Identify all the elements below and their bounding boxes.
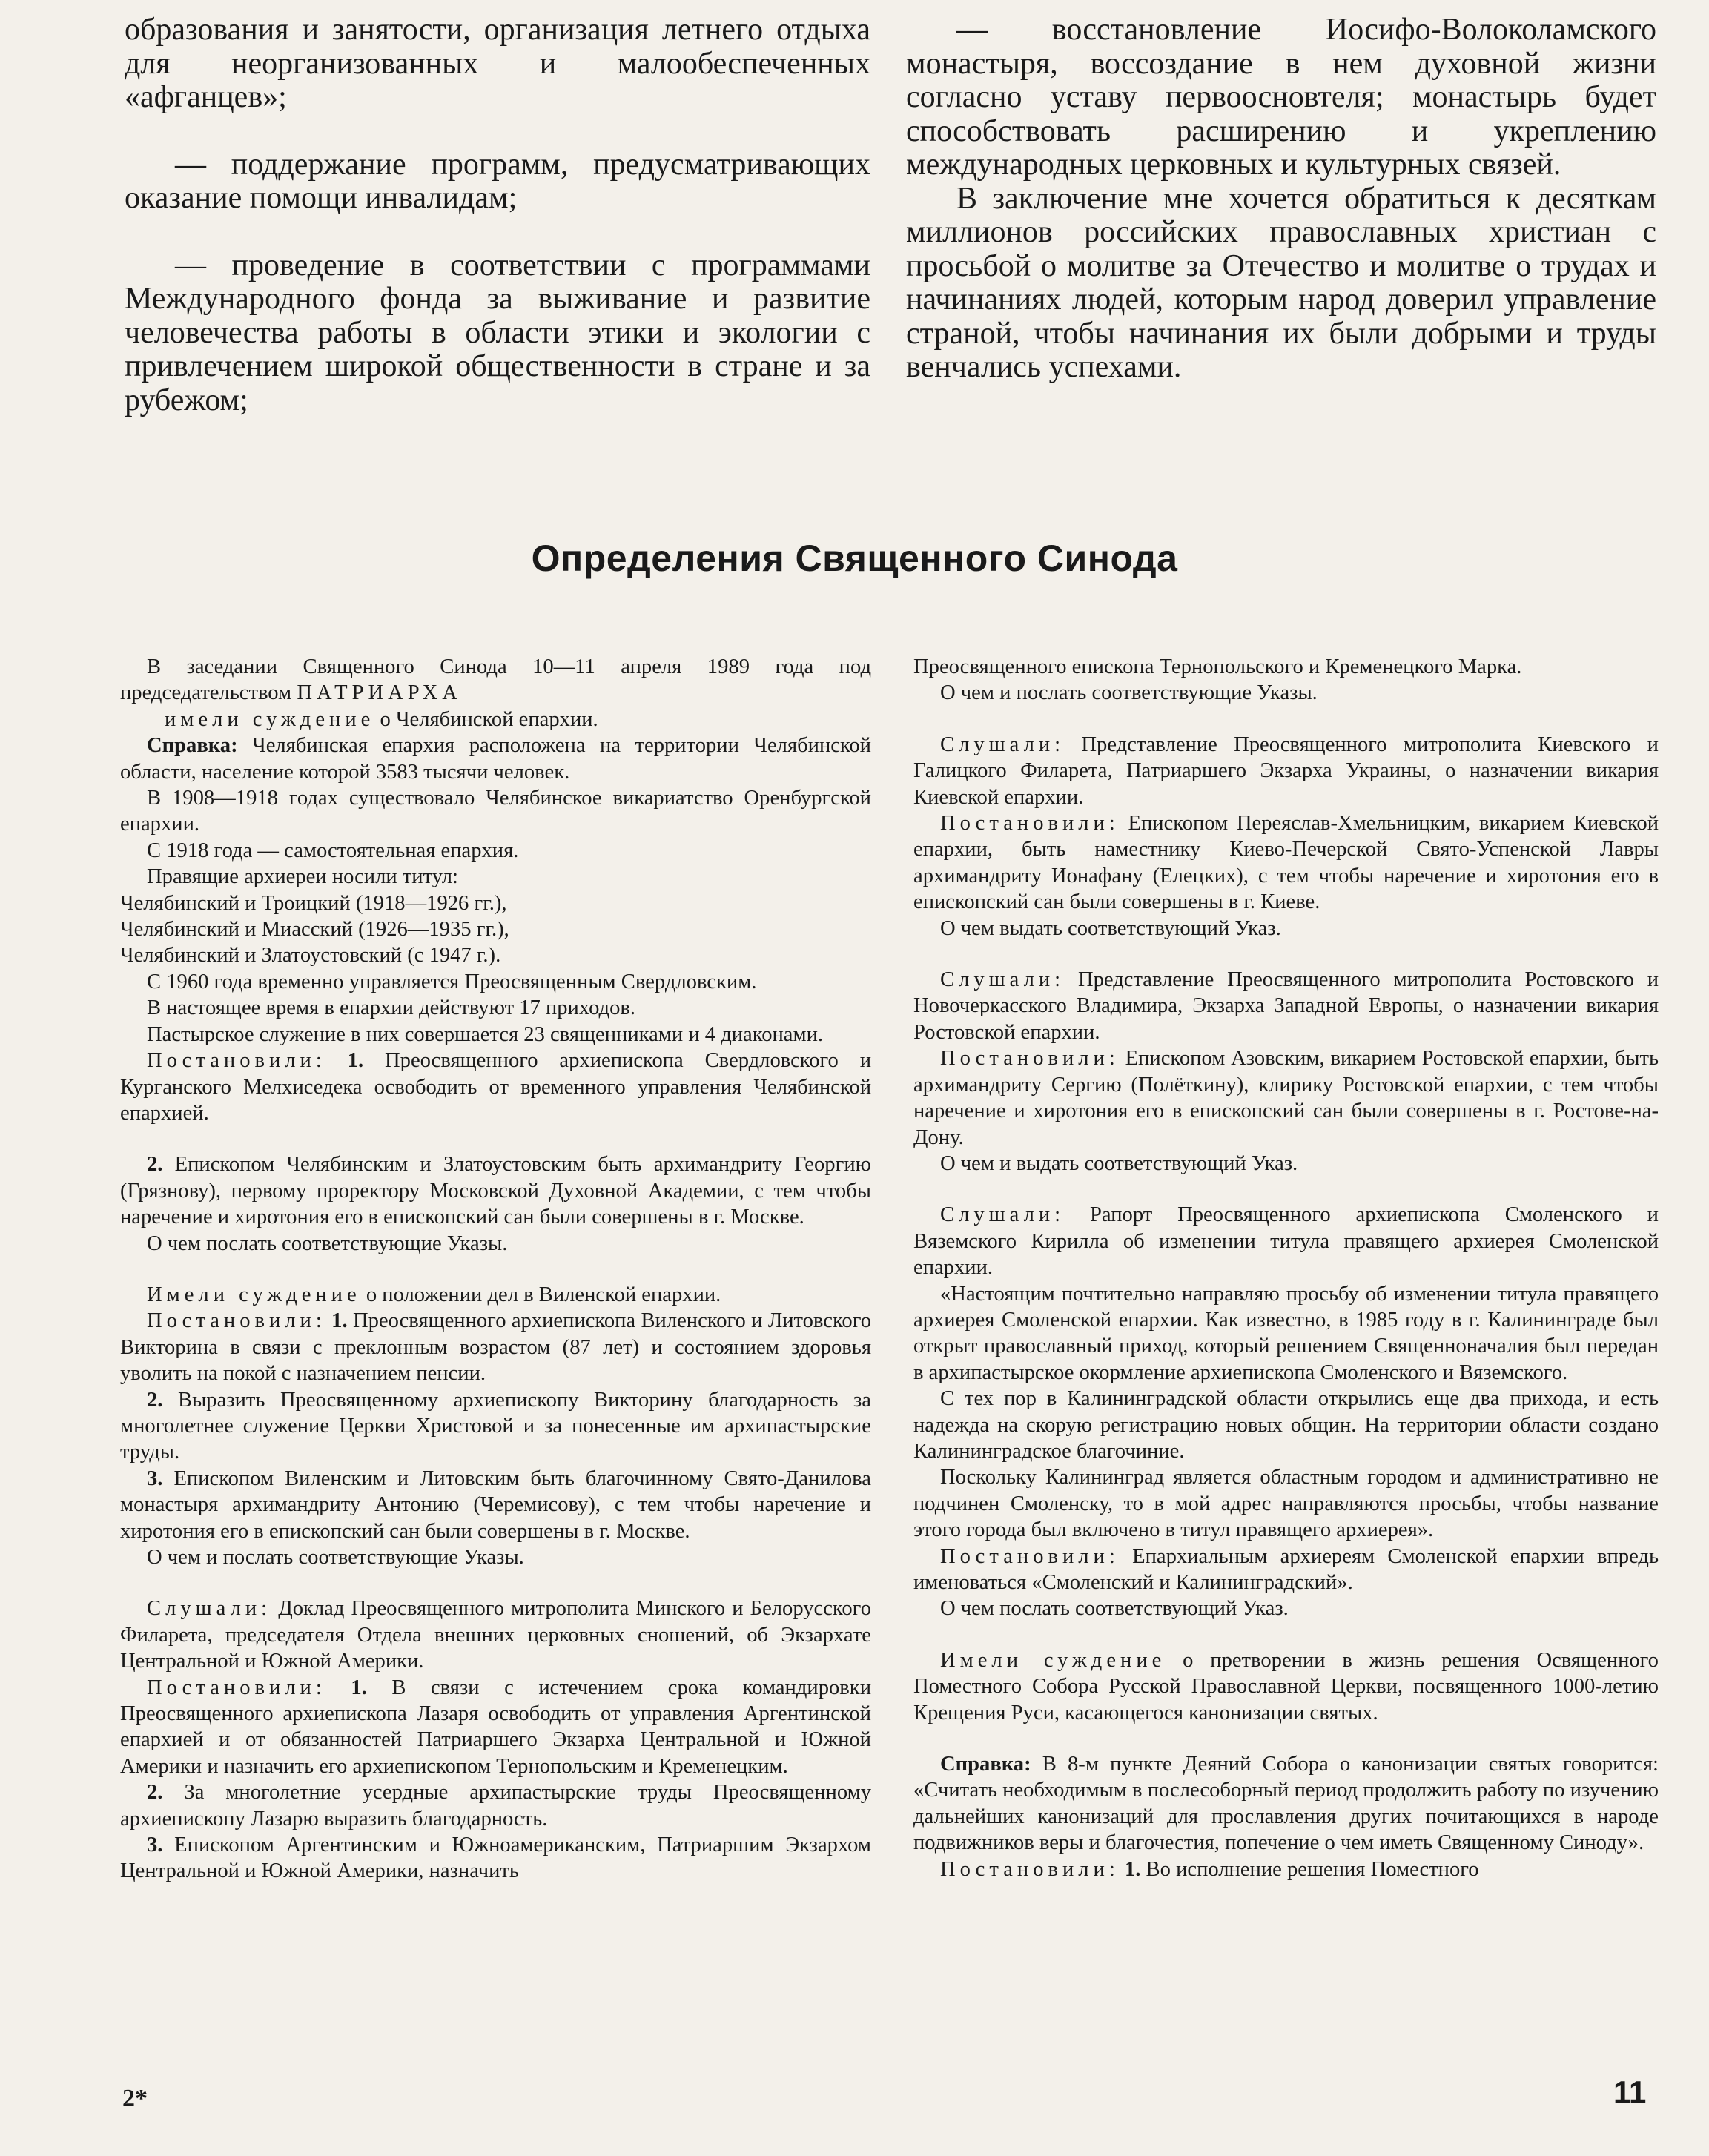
text: о Челябинской епархии. [374, 707, 598, 731]
item-number: 2. [147, 1781, 163, 1805]
paragraph: Правящие архиереи носили титул: [147, 865, 458, 889]
text: Епископом Азовским, викарием Ростовской епархии, быть архимандриту Сергию (Полёткину), клирику Ростовской епархии, с тем чтобы наречение и хиротония его в епископский сан были совершены в г. Ростове-на-Дону. [913, 1047, 1659, 1149]
item-number: 1. [325, 1049, 364, 1073]
text: Выразить Преосвященному архиепископу Викторину благодарность за многолетнее служение Церкви Христовой и за понесенные им архипастырские труды. [120, 1388, 871, 1464]
item-number: 1. [325, 1676, 367, 1699]
top-right-paragraph-2: В заключение мне хочется обратиться к десяткам миллионов российских православных христиан с просьбой о молитве за Отечество и молитве о трудах и начинаниях людей, которым народ доверил управление страной, чтобы начинания их были добрыми и труды венчались успехами. [906, 181, 1656, 384]
paragraph: О чем послать соответствующий Указ. [940, 1597, 1289, 1621]
right-decree-column [913, 654, 1659, 1882]
paragraph: О чем и выдать соответствующий Указ. [940, 1151, 1298, 1175]
page-number: 11 [1613, 2074, 1647, 2109]
paragraph [120, 1466, 871, 1544]
paragraph: Челябинский и Миасский (1926—1935 гг.), [120, 918, 509, 942]
top-right-column [906, 13, 1656, 385]
paragraph: О чем выдать соответствующий Указ. [940, 916, 1281, 940]
text: о положении дел в Виленской епархии. [360, 1283, 721, 1306]
spaced-term: Слушали: [940, 968, 1065, 992]
paragraph [913, 810, 1659, 916]
text: Во исполнение решения Поместного [1140, 1857, 1479, 1881]
paragraph [120, 1387, 871, 1466]
paragraph: В настоящее время в епархии действуют 17 приходов. [147, 996, 636, 1020]
patriarch-spaced: ПАТРИАРХА [297, 681, 462, 705]
paragraph [120, 1308, 871, 1386]
paragraph: С 1960 года временно управляется Преосвященным Свердловским. [147, 970, 757, 993]
paragraph [913, 1856, 1659, 1882]
text: о претворении в жизнь решения Освященного Поместного Собора Русской Православной Церкви, посвященного 1000-летию Крещения Руси, касающегося канонизации святых. [913, 1648, 1659, 1725]
text: В связи с истечением срока командировки Преосвященного архиепископа Лазаря освободить от управления Аргентинской епархией и от обязанностей Патриаршего Экзарха Центральной и Южной Америки и назначить его архиепископом Тернопольским и Кременецким. [120, 1676, 872, 1778]
signature-mark: 2* [122, 2085, 148, 2112]
spaced-term: Слушали: [940, 733, 1065, 756]
item-number: 1. [325, 1309, 348, 1333]
text: Епископом Виленским и Литовским быть благочинному Свято-Данилова монастыря архимандриту Антонию (Черемисову), с тем чтобы наречение и хиротония его в епископский сан были совершены в г. Москве. [120, 1466, 871, 1543]
paragraph: Преосвященного епископа Тернопольского и Кременецкого Марка. [913, 655, 1522, 678]
text: Представление Преосвященного митрополита Ростовского и Новочеркасского Владимира, Экзарха Западной Европы, о назначении викария Ростовской епархии. [913, 968, 1659, 1044]
section-heading: Определения Священного Синода [531, 538, 1178, 579]
bold-term: Справка: [940, 1753, 1031, 1776]
text: Епископом Аргентинским и Южноамериканским, Патриаршим Экзархом Центральной и Южной Америки, назначить [120, 1833, 871, 1883]
spaced-term: Слушали: [940, 1203, 1065, 1227]
spaced-term: Постановили: [147, 1049, 326, 1073]
paragraph: О чем послать соответствующие Указы. [147, 1231, 508, 1255]
top-left-paragraph-2: — поддержание программ, предусматривающих оказание помощи инвалидам; [125, 147, 870, 215]
bold-term: Справка: [147, 734, 238, 758]
paragraph: Поскольку Калининград является областным городом и административно не подчинен Смоленску, то в мой адрес направляются просьбы, чтобы название этого города был включено в титул правящего архиерея». [913, 1466, 1659, 1542]
spaced-term: Постановили: [940, 1544, 1120, 1568]
paragraph: С тех пор в Калининградской области открылись еще два прихода, и есть надежда на скорую регистрацию новых общин. На территории области создано Калининградское благочиние. [913, 1387, 1659, 1463]
paragraph: Челябинский и Троицкий (1918—1926 гг.), [120, 891, 507, 915]
paragraph [120, 1151, 871, 1230]
text: Доклад Преосвященного митрополита Минского и Белорусского Филарета, председателя Отдела внешних церковных сношений, об Экзархате Центральной и Южной Америки. [120, 1597, 871, 1673]
paragraph [913, 1544, 1659, 1596]
paragraph [120, 1779, 871, 1832]
item-number: 1. [1119, 1857, 1141, 1881]
paragraph [120, 1832, 871, 1885]
text: Епархиальным архиереям Смоленской епархии впредь именоваться «Смоленский и Калининградский». [913, 1544, 1659, 1594]
spaced-term: Имели суждение [147, 1283, 361, 1306]
paragraph [120, 707, 871, 733]
spaced-term: Постановили: [940, 812, 1120, 836]
text: В 8-м пункте Деяний Собора о канонизации святых говорится: «Считать необходимым в послесоборный период продолжить работу по изучению дальнейших канонизаций для прославления других почитающихся в народе подвижников веры и благочестия, попечение о чем иметь Священному Синоду». [913, 1753, 1659, 1855]
text: В заседании Священного Синода 10—11 апреля 1989 года под председательством [120, 655, 871, 705]
paragraph [120, 1048, 871, 1126]
left-decree-column [120, 654, 871, 1885]
text: Преосвященного архиепископа Виленского и Литовского Викторина в связи с преклонным возрастом (87 лет) и состоянием здоровья уволить на покой с назначением пенсии. [120, 1309, 872, 1386]
paragraph [913, 1045, 1659, 1151]
paragraph [913, 1647, 1659, 1726]
paragraph [913, 1202, 1659, 1280]
paragraph [120, 733, 871, 785]
paragraph: С 1918 года — самостоятельная епархия. [147, 839, 519, 862]
top-left-column [125, 13, 870, 417]
paragraph: Челябинский и Златоустовский (с 1947 г.). [120, 944, 501, 968]
paragraph [913, 1751, 1659, 1856]
text: За многолетние усердные архипастырские труды Преосвященному архиепископу Лазарю выразить благодарность. [120, 1781, 871, 1831]
spaced-term: Постановили: [940, 1047, 1120, 1071]
paragraph: «Настоящим почтительно направляю просьбу об изменении титула правящего архиерея Смоленской епархии. Как известно, в 1985 году в г. Калининграде был открыт православный приход, который решением Священноначалия был передан в архипастырское окормление архиепископа Смоленского и Вяземского. [913, 1282, 1659, 1384]
text: Челябинская епархия расположена на территории Челябинской области, население которой 3583 тысячи человек. [120, 734, 871, 784]
paragraph: О чем и послать соответствующие Указы. [940, 681, 1318, 705]
text: Епископом Челябинским и Златоустовским быть архимандриту Георгию (Грязнову), первому проректору Московской Духовной Академии, с тем чтобы наречение и хиротония его в епископский сан были совершены в г. Москве. [120, 1153, 871, 1229]
paragraph [120, 1595, 871, 1674]
item-number: 2. [147, 1388, 163, 1412]
text: Рапорт Преосвященного архиепископа Смоленского и Вяземского Кирилла об изменении титула правящего архиерея Смоленской епархии. [913, 1203, 1659, 1280]
text: Епископом Переяслав-Хмельницким, викарием Киевской епархии, быть наместнику Киево-Печерской Свято-Успенской Лавры архимандриту Ионафану (Елецких), с тем чтобы наречение и хиротония его в епископский сан были совершены в г. Киеве. [913, 812, 1659, 914]
spaced-term: Постановили: [147, 1676, 326, 1699]
top-left-paragraph-1: образования и занятости, организация летнего отдыха для неорганизованных и малообеспеченных «афганцев»; [125, 13, 870, 114]
spaced-term: Постановили: [147, 1309, 326, 1333]
paragraph [120, 1282, 871, 1308]
paragraph [913, 967, 1659, 1045]
spaced-term: Постановили: [940, 1857, 1120, 1881]
top-right-paragraph-1: — восстановление Иосифо-Волоколамского монастыря, воссоздание в нем духовной жизни согласно уставу первоосновтеля; монастырь будет способствовать расширению и укреплению международных церковных и культурных связей. [906, 13, 1656, 182]
item-number: 3. [147, 1833, 163, 1857]
paragraph [913, 732, 1659, 810]
top-left-paragraph-3: — проведение в соответствии с программами Международного фонда за выживание и развитие человечества работы в области этики и экологии с привлечением широкой общественности в стране и за рубежом; [125, 248, 870, 417]
paragraph [120, 1675, 871, 1780]
paragraph [120, 654, 871, 707]
paragraph: Пастырское служение в них совершается 23 священниками и 4 диаконами. [147, 1022, 824, 1046]
spaced-term: имели суждение [165, 707, 375, 731]
text: Преосвященного архиепископа Свердловского и Курганского Мелхиседека освободить от временного управления Челябинской епархией. [120, 1049, 871, 1125]
spaced-term: Имели суждение [940, 1648, 1166, 1672]
spaced-term: Слушали: [147, 1597, 272, 1621]
item-number: 2. [147, 1153, 163, 1177]
paragraph: В 1908—1918 годах существовало Челябинское викариатство Оренбургской епархии. [120, 787, 871, 836]
item-number: 3. [147, 1466, 163, 1490]
text: Представление Преосвященного митрополита Киевского и Галицкого Филарета, Патриаршего Экзарха Украины, о назначении викария Киевской епархии. [913, 733, 1659, 809]
paragraph: О чем и послать соответствующие Указы. [147, 1546, 524, 1569]
